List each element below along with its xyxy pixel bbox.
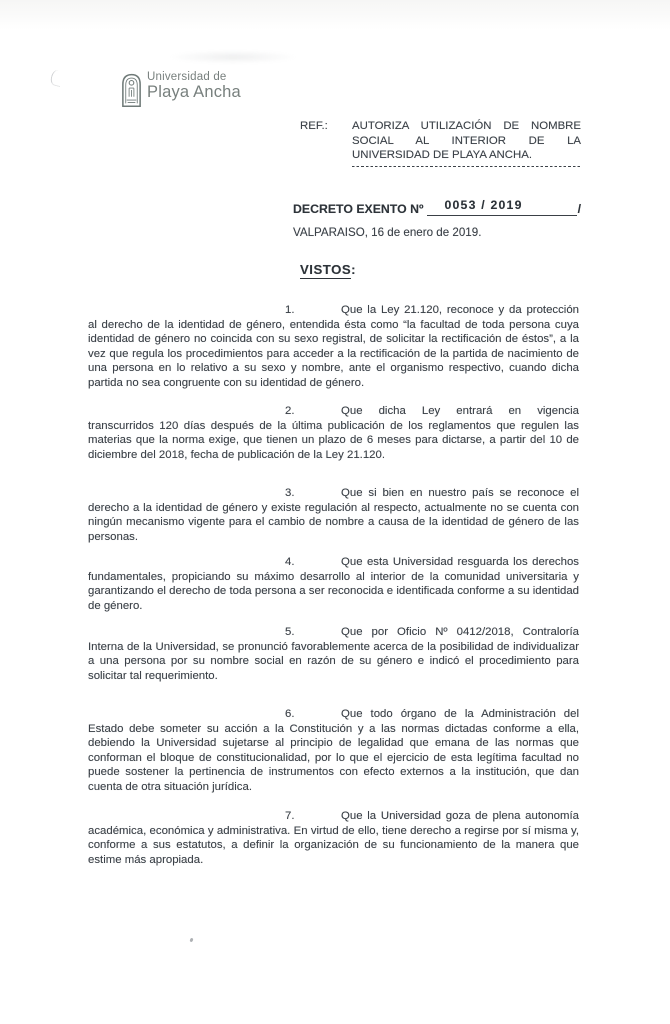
decree-label: DECRETO EXENTO Nº — [293, 202, 424, 216]
vistos-paragraphs — [88, 303, 579, 881]
paragraph-text: Que si bien en nuestro país se reconoce el derecho a la identidad de género y existe regulación al respecto, actualmente no se cuenta con ningún mecanismo vigente para el cambio de nombre a causa de la identidad de género de las personas. — [88, 487, 579, 543]
decree-slash: / — [577, 202, 581, 216]
reference-block — [300, 119, 581, 167]
paragraph-text: Que dicha Ley entrará en vigencia transcurridos 120 días después de la última publicación de los reglamentos que regulen las materias que la norma exige, que tienen un plazo de 6 meses para dictarse, a partir del 10 de diciembre del 2018, fecha de publicación de la Ley 21.120. — [88, 405, 579, 461]
vistos-paragraph-6 — [88, 707, 579, 794]
paragraph-text: Que la Ley 21.120, reconoce y da protección al derecho de la identidad de género, entendida ésta como “la facultad de toda persona cuya identidad de género no coincida con su sexo registral, de solicitar la rectificación de éstos”, a la vez que regula los procedimientos para acceder a la rectificación de la partida de nacimiento de una persona en lo relativo a su sexo y nombre, ante el organismo respectivo, cuando dicha partida no sea congruente con su identidad de género. — [88, 304, 579, 389]
number-gap — [299, 413, 341, 414]
first-line-indent — [88, 312, 285, 313]
number-gap — [299, 495, 341, 496]
paragraph-text: Que esta Universidad resguarda los derechos fundamentales, propiciando su máximo desarrollo al interior de la comunidad universitaria y garantizando el derecho de toda persona a ser reconocida e identificada conforme a su identidad de género. — [88, 556, 579, 612]
university-emblem-icon — [120, 71, 143, 109]
paragraph-text: Que todo órgano de la Administración del Estado debe someter su acción a la Constitución y a las normas dictadas conforme a ella, debiendo la Universidad sujetarse al principio de legalidad que emana de las normas que conforman el bloque de constitucionalidad, por lo que el ejercicio de esta legítima facultad no puede sostener la pertinencia de instrumentos con efecto externos a la institución, que dan cuenta de otra situación jurídica. — [88, 708, 579, 793]
first-line-indent — [88, 818, 285, 819]
paragraph-number: 3. — [285, 487, 295, 499]
reference-label: REF.: — [300, 120, 328, 132]
decree-row — [293, 185, 581, 217]
reference-line: AUTORIZA UTILIZACIÓN DE NOMBRE — [352, 120, 581, 132]
paragraph-text: Que por Oficio Nº 0412/2018, Contraloría Interna de la Universidad, se pronunció favorablemente acerca de la posibilidad de individualizar a una persona por su nombre social en razón de su género e indicó el procedimiento para solicitar tal requerimiento. — [88, 626, 579, 682]
reference-line: SOCIAL AL INTERIOR DE LA — [352, 134, 581, 147]
vistos-heading — [300, 262, 356, 277]
vistos-paragraph-7 — [88, 809, 579, 867]
dashed-separator — [352, 166, 581, 168]
number-gap — [299, 716, 341, 717]
decree-number-line — [427, 185, 576, 216]
university-logo-text — [147, 71, 241, 101]
dateline: VALPARAISO, 16 de enero de 2019. — [293, 226, 482, 239]
reference-content — [352, 119, 581, 167]
logo-line1: Universidad de — [147, 71, 227, 83]
first-line-indent — [88, 716, 285, 717]
vistos-paragraph-4 — [88, 555, 579, 613]
paragraph-number: 7. — [285, 810, 295, 822]
reference-line: UNIVERSIDAD DE PLAYA ANCHA. — [352, 149, 532, 162]
paragraph-text: Que la Universidad goza de plena autonomía académica, económica y administrativa. En virtud de ello, tiene derecho a regirse por sí misma y, conforme a sus estatutos, a definir la organización de su funcionamiento de la manera que estime más apropiada. — [88, 810, 579, 866]
paragraph-number: 4. — [285, 556, 295, 568]
logo-line2: Playa Ancha — [147, 83, 241, 101]
vistos-paragraph-2 — [88, 404, 579, 462]
vistos-paragraph-3 — [88, 486, 579, 544]
number-gap — [299, 818, 341, 819]
vistos-paragraph-5 — [88, 625, 579, 683]
number-gap — [299, 312, 341, 313]
number-gap — [299, 634, 341, 635]
university-logo — [120, 71, 241, 109]
decree-number: 0053 / 2019 — [444, 198, 523, 212]
first-line-indent — [88, 413, 285, 414]
paragraph-number: 6. — [285, 708, 295, 720]
paragraph-number: 5. — [285, 626, 295, 638]
scan-smudge — [168, 50, 298, 64]
scan-speck — [189, 938, 193, 943]
paragraph-number: 1. — [285, 304, 295, 316]
vistos-colon: : — [351, 262, 357, 277]
scan-scribble — [49, 69, 64, 87]
vistos-paragraph-1 — [88, 303, 579, 390]
paragraph-number: 2. — [285, 405, 295, 417]
first-line-indent — [88, 634, 285, 635]
first-line-indent — [88, 495, 285, 496]
first-line-indent — [88, 564, 285, 565]
vistos-word: VISTOS — [300, 262, 352, 277]
number-gap — [299, 564, 341, 565]
